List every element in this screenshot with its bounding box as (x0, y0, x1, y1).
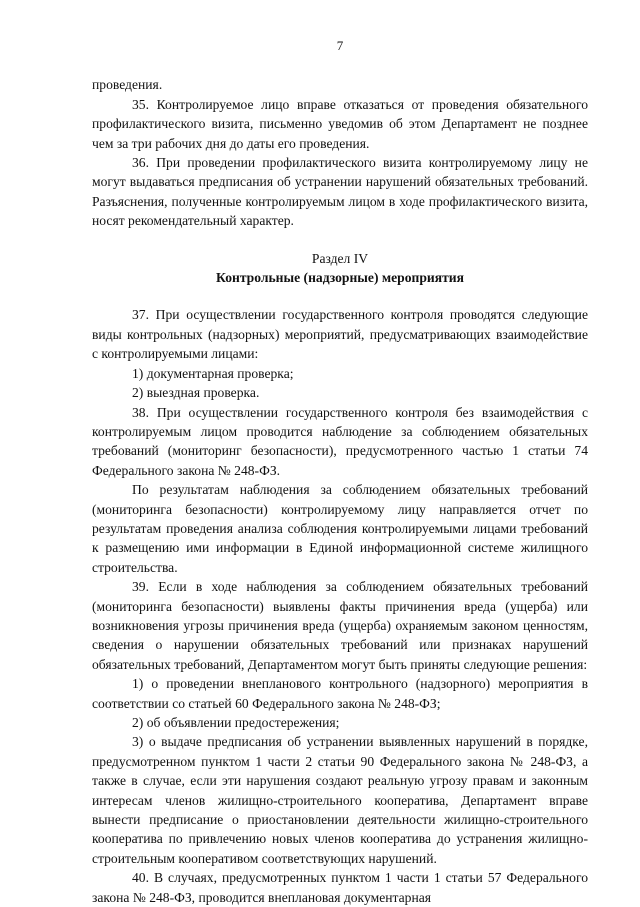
paragraph-39: 39. Если в ходе наблюдения за соблюдением обязательных требований (мониторинга безопасности) выявлены факты причинения вреда (ущерба) или возникновения угрозы причинения вреда (ущерба) охраняемым законом ценностям, сведения о нарушении обязательных требований или признаках нарушений обязательных требований, Департаментом могут быть приняты следующие решения: (92, 579, 588, 672)
list-item: 1) документарная проверка; (132, 365, 294, 381)
section-spacer (92, 231, 588, 249)
paragraph-35: 35. Контролируемое лицо вправе отказаться от проведения обязательного профилактического визита, письменно уведомив об этом Департамент не позднее чем за три рабочих дня до даты его проведения. (92, 96, 588, 151)
paragraph-37: 37. При осуществлении государственного контроля проводятся следующие виды контрольных (надзорных) мероприятий, предусматривающих взаимодействие с контролируемыми лицами: (92, 307, 588, 362)
paragraph-38: 38. При осуществлении государственного контроля без взаимодействия с контролируемым лицом проводится наблюдение за соблюдением обязательных требований (мониторинг безопасности), предусмотренного частью 1 статьи 74 Федерального закона № 248-ФЗ. (92, 404, 588, 478)
paragraph-monitoring-report: По результатам наблюдения за соблюдением обязательных требований (мониторинга безопасности) контролируемому лицу направляется отчет по результатам проведения анализа соблюдения контролируемыми лицами требований к размещению ими информации в Единой информационной системе жилищного строительства. (92, 482, 588, 575)
list-item: 1) о проведении внепланового контрольного (надзорного) мероприятия в соответствии со статьей 60 Федерального закона № 248-ФЗ; (92, 676, 588, 711)
paragraph-36: 36. При проведении профилактического визита контролируемому лицу не могут выдаваться предписания об устранении нарушений обязательных требований. Разъяснения, полученные контролируемым лицом в ходе профилактического визита, носят рекомендательный характер. (92, 155, 588, 229)
list-item: 2) об объявлении предостережения; (132, 715, 340, 730)
paragraph-continuation: проведения. (92, 77, 163, 93)
list-item: 2) выездная проверка. (132, 385, 260, 401)
section-title: Раздел IV (311, 250, 369, 266)
section-heading: Контрольные (надзорные) мероприятия (216, 270, 464, 286)
list-item: 3) о выдаче предписания об устранении выявленных нарушений в порядке, предусмотренном пунктом 1 части 2 статьи 90 Федерального закона № 248-ФЗ, а также в случае, если эти нарушения создают реальную угрозу правам и законным интересам членов жилищно-строительного кооператива, Департамент вправе вынести предписание о приостановлении деятельности жилищно-строительного кооператива по привлечению новых членов кооператива до устранения жилищно-строительным кооперативом соответствующих нарушений. (92, 734, 588, 866)
paragraph-40: 40. В случаях, предусмотренных пунктом 1 части 1 статьи 57 Федерального закона № 248-ФЗ, проводится внеплановая документарная (92, 870, 588, 905)
page-number: 7 (336, 38, 344, 53)
